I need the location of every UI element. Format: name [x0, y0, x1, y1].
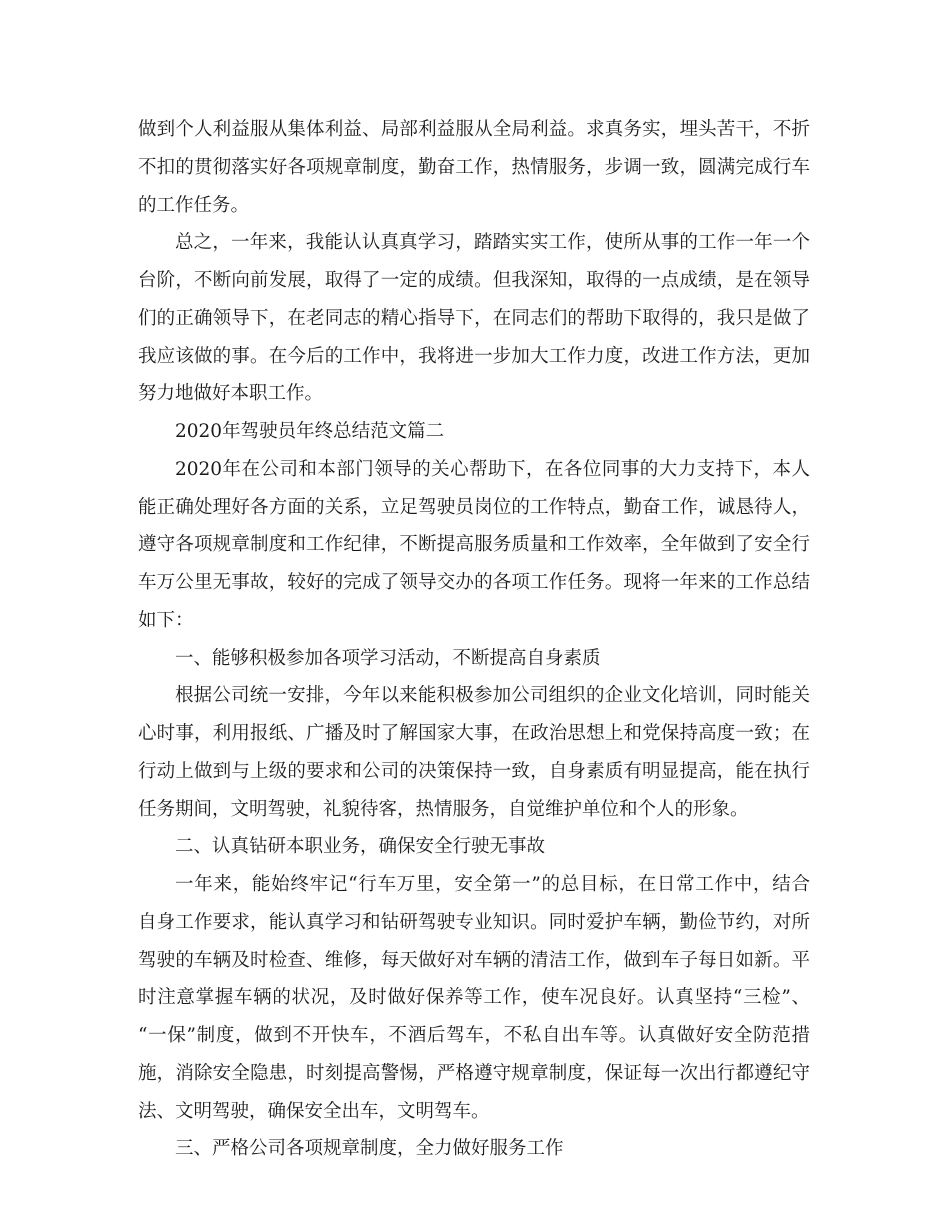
text-line: 心时事，利用报纸、广播及时了解国家大事，在政治思想上和党保持高度一致；在 [138, 723, 810, 744]
text-line: “一保”制度，做到不开快车，不酒后驾车，不私自出车等。认真做好安全防范措 [138, 1025, 810, 1046]
text-line: 时注意掌握车辆的状况，及时做好保养等工作，使车况良好。认真坚持“三检”、 [138, 987, 810, 1008]
section-heading: 2020年驾驶员年终总结范文篇二 [175, 421, 445, 442]
section-heading: 一、能够积极参加各项学习活动，不断提高自身素质 [175, 648, 601, 669]
text-line: 驾驶的车辆及时检查、维修，每天做好对车辆的清洁工作，做到车子每日如新。平 [138, 950, 810, 971]
text-line: 车万公里无事故，较好的完成了领导交办的各项工作任务。现将一年来的工作总结 [138, 572, 810, 593]
section-heading: 二、认真钻研本职业务，确保安全行驶无事故 [175, 836, 546, 857]
text-line: 们的正确领导下，在老同志的精心指导下，在同志们的帮助下取得的，我只是做了 [138, 308, 810, 329]
text-line: 2020年在公司和本部门领导的关心帮助下，在各位同事的大力支持下，本人 [175, 459, 810, 480]
text-line: 遵守各项规章制度和工作纪律，不断提高服务质量和工作效率，全年做到了安全行 [138, 534, 810, 555]
text-line: 台阶，不断向前发展，取得了一定的成绩。但我深知，取得的一点成绩，是在领导 [138, 270, 810, 291]
text-line: 一年来，能始终牢记“行车万里，安全第一”的总目标，在日常工作中，结合 [175, 874, 810, 895]
text-line: 自身工作要求，能认真学习和钻研驾驶专业知识。同时爱护车辆，勤俭节约，对所 [138, 912, 810, 933]
text-line: 施，消除安全隐患，时刻提高警惕，严格遵守规章制度，保证每一次出行都遵纪守 [138, 1063, 810, 1084]
text-line: 的工作任务。 [138, 195, 250, 216]
text-line: 行动上做到与上级的要求和公司的决策保持一致，自身素质有明显提高，能在执行 [138, 761, 810, 782]
text-line: 如下： [138, 610, 194, 631]
text-line: 我应该做的事。在今后的工作中，我将进一步加大工作力度，改进工作方法，更加 [138, 346, 810, 367]
text-line: 法、文明驾驶，确保安全出车，文明驾车。 [138, 1101, 490, 1122]
text-line: 做到个人利益服从集体利益、局部利益服从全局利益。求真务实，埋头苦干，不折 [138, 119, 810, 140]
section-heading: 三、严格公司各项规章制度，全力做好服务工作 [175, 1138, 564, 1159]
text-line: 不扣的贯彻落实好各项规章制度，勤奋工作，热情服务，步调一致，圆满完成行车 [138, 157, 810, 178]
text-line: 能正确处理好各方面的关系，立足驾驶员岗位的工作特点，勤奋工作，诚恳待人， [138, 497, 810, 518]
text-line: 努力地做好本职工作。 [138, 383, 324, 404]
text-line: 总之，一年来，我能认认真真学习，踏踏实实工作，使所从事的工作一年一个 [175, 232, 810, 253]
text-line: 任务期间，文明驾驶，礼貌待客，热情服务，自觉维护单位和个人的形象。 [138, 799, 749, 820]
text-line: 根据公司统一安排，今年以来能积极参加公司组织的企业文化培训，同时能关 [175, 685, 810, 706]
